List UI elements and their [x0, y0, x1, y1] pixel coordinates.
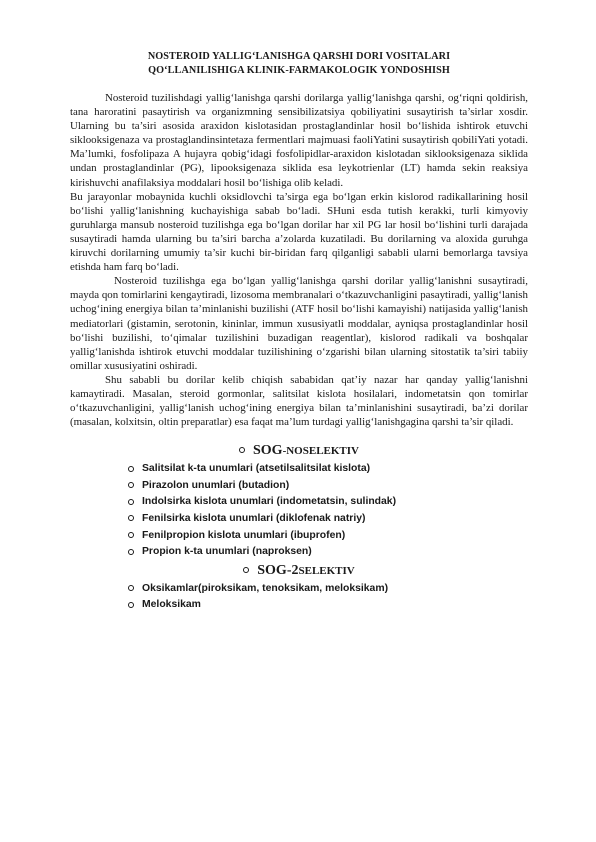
list-item [128, 461, 528, 478]
list-item [128, 544, 528, 561]
heading-sog: SOG [253, 443, 283, 459]
title-line-2: QO‘LLANILISHIGA KLINIK-FARMAKOLOGIK YONDOSHISH [148, 65, 450, 76]
list-item-text: Salitsilat k-ta unumlari (atsetilsalitsilat kislota) [142, 463, 371, 475]
list-item [128, 478, 528, 495]
title-line-1: NOSTEROID YALLIG‘LANISHGA QARSHI DORI VOSITALARI [147, 51, 451, 62]
list-item-text: Pirazolon unumlari (butadion) [142, 479, 290, 491]
paragraph-2: Bu jarayonlar mobaynida kuchli oksidlovchi ta’sirga ega bo‘lgan erkin kislorod radikallarining hosil bo‘lishi yallig‘lanishning kuchayishiga sabab bo‘ladi. SHuni esda tutish kerakki, turli kimyoviy guruhlarga mansub nosteroid tuzilishga ega bo‘lgan dorilar har xil PG lar hosil bo‘lishini turli darajada susaytiradi hamda ularning bu ta’siri barcha a’zolarda kuzatiladi. Bu dorilarning va aloxida guruhga kiruvchi dorilarning umumiy ta’sir kuchi bir-biridan farq qilganligi sababli ularni bemorlarga tavsiya etishda ham farq bo‘ladi. [70, 190, 528, 274]
document-page [70, 50, 528, 614]
list-item [128, 581, 528, 598]
list-item-text: Indolsirka kislota unumlari (indometatsin, sulindak) [142, 496, 397, 508]
heading-sog2: SOG-2 [257, 562, 299, 578]
circle-bullet-icon [128, 585, 134, 591]
paragraph-3: Nosteroid tuzilishga ega bo‘lgan yallig‘lanishga qarshi dorilar yallig‘lanishni susaytiradi, mayda qon tomirlarini kengaytiradi, lizosoma membranalari o‘tkazuvchanligini pasaytiradi, yallig‘lanish uchog‘ining energiya bilan ta’minlanishi buzilishi (ATF hosil bo‘lishi kamayishi) natijasida yallig‘lanish mediatorlari (gistamin, serotonin, kininlar, immun xususiyatli moddalar, ayniqsa prostaglandinlar hosil bo‘lishi buzilishi, to‘qimalar tuzilishini buzadigan reagentlar), kislorod radikali va boshqalar yallig‘lanishda ishtirok etuvchi moddalar tuzilishining o‘zgarishi bilan ularning sitostatik ta’siri tabiiy omillar xususiyatini oshiradi. [70, 275, 528, 372]
list-item [128, 511, 528, 528]
circle-bullet-icon [243, 567, 249, 573]
circle-bullet-icon [128, 602, 134, 608]
list-item [128, 597, 528, 614]
heading-selektiv: SELEKTIV [298, 564, 355, 577]
document-title [70, 50, 528, 78]
list-item-text: Meloksikam [142, 599, 201, 611]
paragraph-1: Nosteroid tuzilishdagi yallig‘lanishga qarshi dorilarga yallig‘lanishga qarshi, og‘riqni qoldirish, tana haroratini pasaytirish va organizmning sensibilizatsiya qobiliyatini susaytirish ta’sirlar xosdir. Ularning bu ta’siri asosida araxidon kislotasidan prostaglandinlar hosil bo‘lishida ishtirok etuvchi siklooksigenaza va prostaglandinsintetaza fermentlari majmuasi faoliYatini susaytirish qobiliYati yotadi. Ma’lumki, fosfolipaza A hujayra qobig‘idagi fosfolipidlar-araxidon kislotadan siklooksigenaza siklida undan prostaglandinlar (PG), lipooksigenaza siklida esa leykotrienlar (LT) hamda sekin reaksiya kirishuvchi anafilaksiya moddalari hosil bo‘lishiga olib keladi. [70, 92, 528, 189]
circle-bullet-icon [128, 515, 134, 521]
circle-bullet-icon [239, 447, 245, 453]
paragraph-4: Shu sababli bu dorilar kelib chiqish sababidan qat’iy nazar har qanday yallig‘lanishni kamaytiradi. Masalan, steroid gormonlar, salitsilat kislota hosilalari, indometatsin qon tomirlar o‘tkazuvchanligini, yallig‘lanish uchog‘ining energiya bilan ta’minlanishini susaytiradi, ba’zi dorilar (masalan, kolxitsin, oltin preparatlar) esa faqat ma’lum turdagi yallig‘lanishgagina qarshi ta’sir qiladi. [70, 373, 528, 429]
list-item-text: Fenilpropion kislota unumlari (ibuprofen) [142, 529, 346, 541]
circle-bullet-icon [128, 466, 134, 472]
selective-list [70, 581, 528, 614]
circle-bullet-icon [128, 482, 134, 488]
circle-bullet-icon [128, 499, 134, 505]
heading-noselektiv: -NOSELEKTIV [282, 445, 359, 458]
circle-bullet-icon [128, 549, 134, 555]
list-item [128, 528, 528, 545]
nonselective-list [70, 461, 528, 561]
list-item [128, 494, 528, 511]
sog2-selective-heading [70, 563, 528, 579]
list-item-text: Oksikamlar(piroksikam, tenoksikam, meloksikam) [142, 582, 389, 594]
circle-bullet-icon [128, 532, 134, 538]
list-item-text: Fenilsirka kislota unumlari (diklofenak natriy) [142, 513, 366, 525]
list-item-text: Propion k-ta unumlari (naproksen) [142, 546, 312, 558]
sog-nonselective-heading [70, 443, 528, 459]
